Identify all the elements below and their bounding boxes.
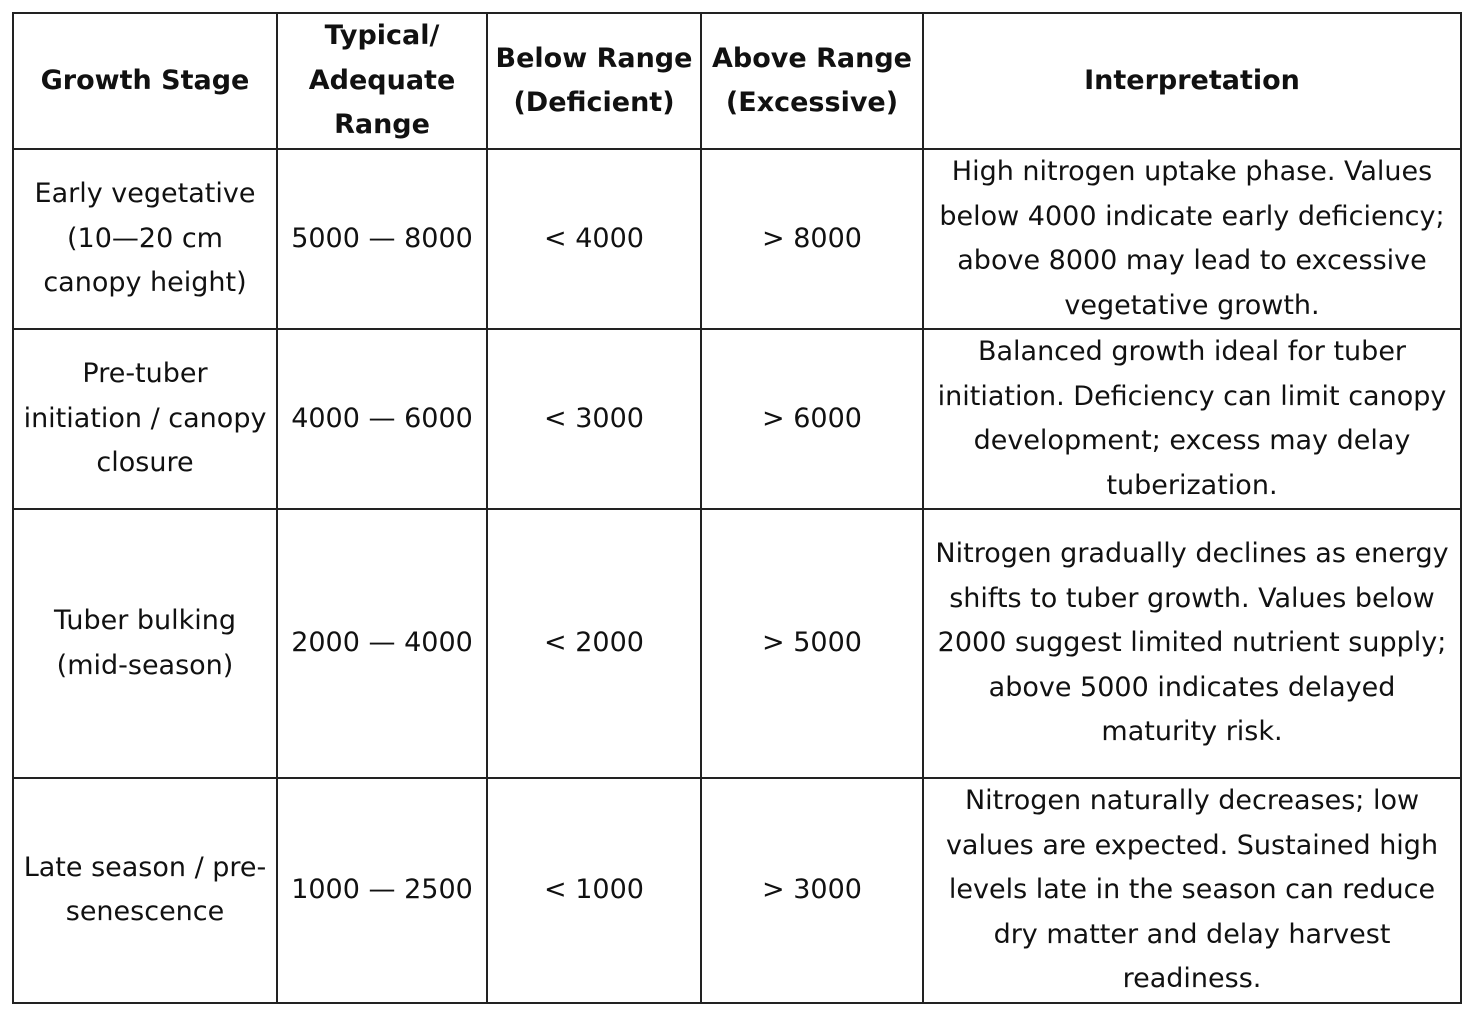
cell-interpretation: Nitrogen gradually declines as energy shifts to tuber growth. Values below 2000 suggest limited nutrient supply; above 5000 indicates delayed maturity risk.	[923, 509, 1461, 778]
header-typical-range: Typical/ Adequate Range	[277, 13, 487, 149]
cell-growth-stage: Late season / pre-senescence	[13, 778, 277, 1003]
header-interpretation: Interpretation	[923, 13, 1461, 149]
header-above-range: Above Range (Excessive)	[701, 13, 923, 149]
cell-above-range: > 5000	[701, 509, 923, 778]
table-row	[13, 149, 1461, 329]
cell-above-range: > 3000	[701, 778, 923, 1003]
cell-typical-range: 5000 — 8000	[277, 149, 487, 329]
cell-growth-stage: Early vegetative (10—20 cm canopy height)	[13, 149, 277, 329]
cell-typical-range: 2000 — 4000	[277, 509, 487, 778]
cell-growth-stage: Tuber bulking (mid-season)	[13, 509, 277, 778]
cell-above-range: > 6000	[701, 329, 923, 509]
table-row	[13, 329, 1461, 509]
header-row	[13, 13, 1461, 149]
table-row	[13, 509, 1461, 778]
cell-below-range: < 3000	[487, 329, 701, 509]
header-below-range: Below Range (Deficient)	[487, 13, 701, 149]
cell-growth-stage: Pre-tuber initiation / canopy closure	[13, 329, 277, 509]
growth-stage-nitrogen-table	[12, 12, 1462, 1004]
cell-interpretation: Balanced growth ideal for tuber initiation. Deficiency can limit canopy development; excess may delay tuberization.	[923, 329, 1461, 509]
cell-below-range: < 2000	[487, 509, 701, 778]
cell-interpretation: Nitrogen naturally decreases; low values are expected. Sustained high levels late in the season can reduce dry matter and delay harvest readiness.	[923, 778, 1461, 1003]
header-growth-stage: Growth Stage	[13, 13, 277, 149]
cell-typical-range: 1000 — 2500	[277, 778, 487, 1003]
cell-typical-range: 4000 — 6000	[277, 329, 487, 509]
cell-below-range: < 4000	[487, 149, 701, 329]
cell-above-range: > 8000	[701, 149, 923, 329]
table-row	[13, 778, 1461, 1003]
cell-below-range: < 1000	[487, 778, 701, 1003]
cell-interpretation: High nitrogen uptake phase. Values below 4000 indicate early deficiency; above 8000 may lead to excessive vegetative growth.	[923, 149, 1461, 329]
